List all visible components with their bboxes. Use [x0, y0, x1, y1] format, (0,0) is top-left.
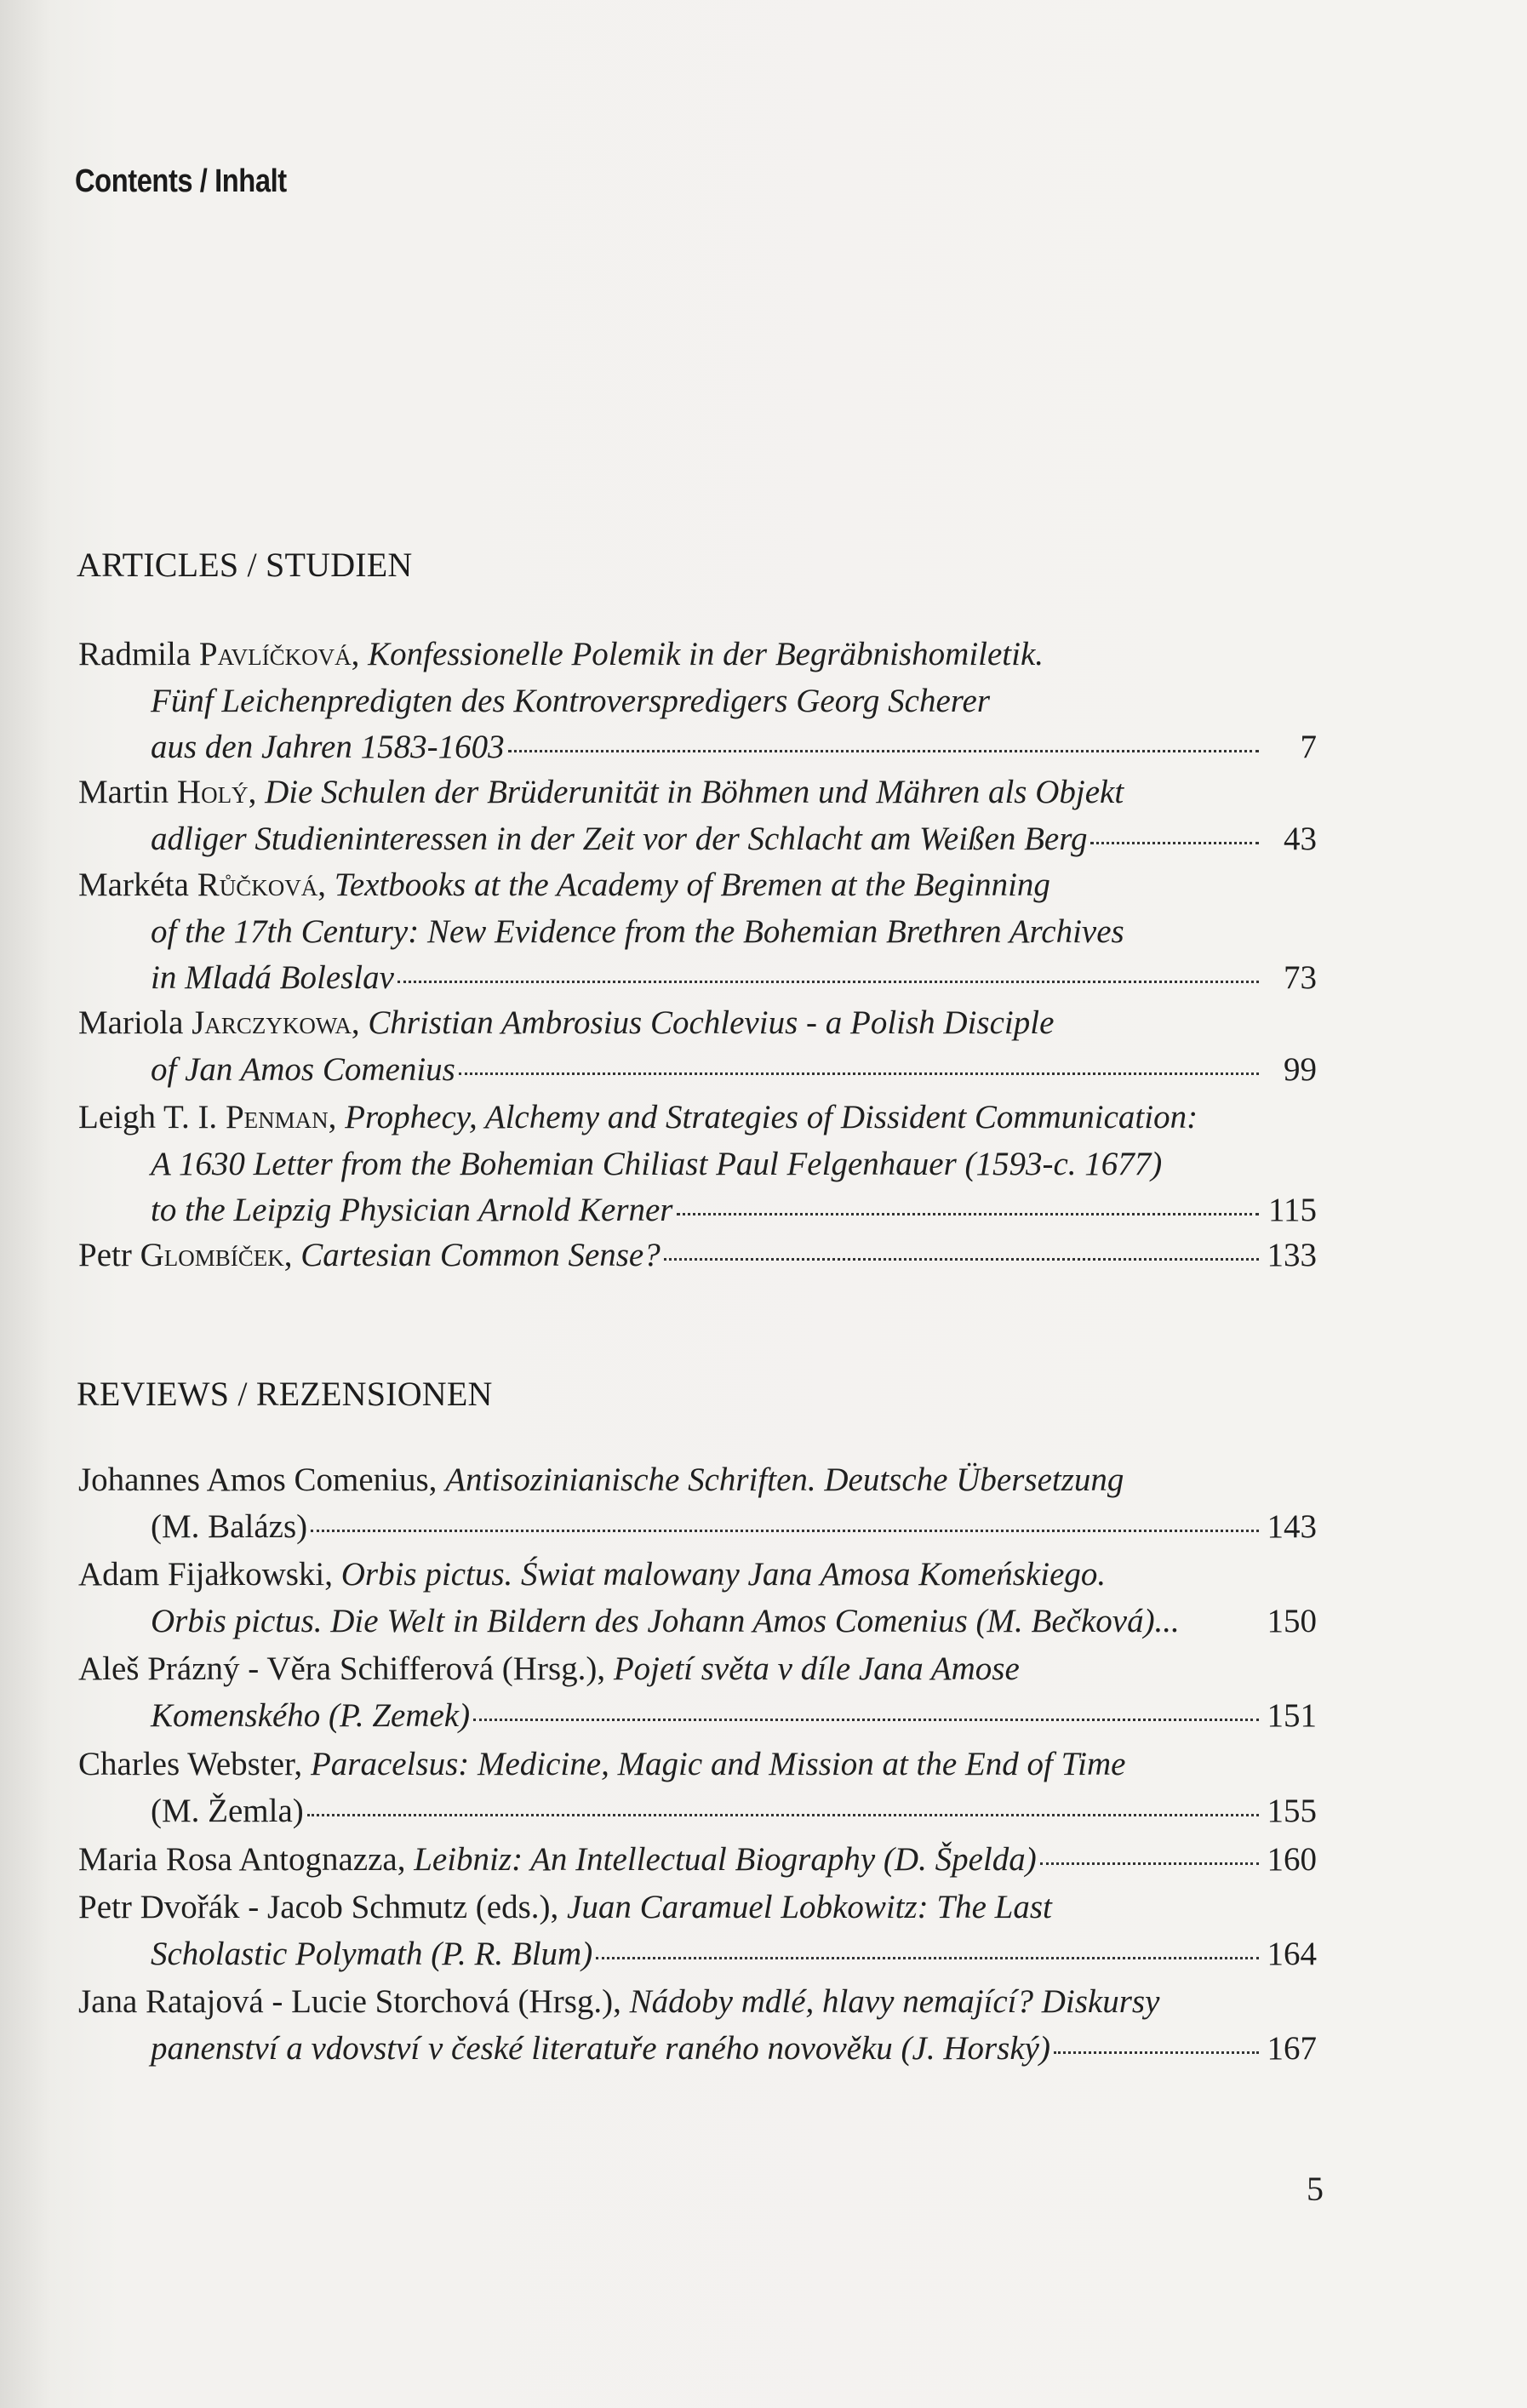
- entry-author: Martin: [78, 774, 177, 810]
- entry-page-number: 164: [1267, 1935, 1317, 1972]
- leader-dots: [473, 1719, 1258, 1721]
- entry-author: Mariola: [78, 1004, 192, 1041]
- entry-title-line: to the Leipzig Physician Arnold Kerner: [151, 1192, 673, 1228]
- leader-dots: [1054, 2051, 1259, 2054]
- entry-author: Markéta: [78, 867, 197, 903]
- toc-entry-review-fijalkowski: [78, 1552, 1317, 1644]
- toc-entry-glombicek: Petr Glombíček, Cartesian Common Sense? 133: [78, 1233, 1317, 1279]
- entry-title-line: in Mladá Boleslav: [151, 959, 394, 996]
- entry-title-line: Paracelsus: Medicine, Magic and Mission at the End of Time: [310, 1746, 1126, 1782]
- leader-dots: [508, 750, 1259, 752]
- entry-title-line: Orbis pictus. Die Welt in Bildern des Johann Amos Comenius (M. Bečková)...: [151, 1602, 1180, 1639]
- entry-author: Maria Rosa Antognazza,: [78, 1841, 415, 1878]
- entry-author-surname: Pavlíčková: [198, 636, 352, 672]
- toc-entry-review-ratajova: [78, 1979, 1317, 2072]
- leader-dots: [596, 1957, 1258, 1959]
- entry-author: Petr Dvořák - Jacob Schmutz (eds.),: [78, 1889, 568, 1925]
- leader-dots: [1040, 1862, 1259, 1865]
- entry-page-number: 150: [1267, 1602, 1317, 1639]
- entry-page-number: 99: [1284, 1050, 1317, 1088]
- leader-dots: [664, 1258, 1259, 1261]
- entry-title-line: Scholastic Polymath (P. R. Blum): [151, 1935, 593, 1972]
- entry-author-surname: Penman: [225, 1099, 329, 1135]
- toc-entry-holy: Martin Holý, Die Schulen der Brüderunität in Böhmen und Mähren als Objekt adliger Studieninteressen in der Zeit vor der Schlacht am Weißen Berg 43: [78, 769, 1317, 862]
- leader-dots: [459, 1072, 1259, 1075]
- entry-page-number: 73: [1284, 959, 1317, 996]
- entry-title-line: (M. Balázs): [151, 1507, 308, 1545]
- page-number: 5: [1307, 2170, 1324, 2208]
- entry-page-number: 43: [1284, 820, 1317, 857]
- entry-author-surname: Růčková: [197, 867, 318, 903]
- entry-title-line: of the 17th Century: New Evidence from the Bohemian Brethren Archives: [151, 912, 1124, 950]
- entry-title-line: Textbooks at the Academy of Bremen at the Beginning: [334, 867, 1050, 903]
- entry-page-number: 143: [1267, 1507, 1317, 1545]
- entry-author: Aleš Prázný - Věra Schifferová (Hrsg.),: [78, 1650, 614, 1687]
- leader-dots: [397, 981, 1259, 983]
- entry-author-surname: Jarczykowa: [192, 1004, 352, 1041]
- entry-author: Johannes Amos Comenius,: [78, 1461, 446, 1498]
- page-header: Contents / Inhalt: [75, 163, 287, 199]
- leader-dots: [311, 1530, 1258, 1532]
- entry-title-line: Christian Ambrosius Cochlevius - a Polish Disciple: [368, 1004, 1055, 1041]
- toc-entry-pavlickova: Radmila Pavlíčková, Konfessionelle Polemik in der Begräbnishomiletik. Fünf Leichenpredigten des Kontroverspredigers Georg Scherer aus den Jahren 1583-1603 7: [78, 632, 1317, 771]
- leader-dots: [307, 1814, 1259, 1816]
- entry-author: Charles Webster,: [78, 1746, 311, 1782]
- entry-title-line: Orbis pictus. Świat malowany Jana Amosa Komeńskiego.: [340, 1556, 1107, 1593]
- entry-page-number: 133: [1267, 1237, 1317, 1273]
- entry-author-surname: Holý: [176, 774, 249, 810]
- entry-title-line: of Jan Amos Comenius: [151, 1050, 455, 1088]
- entry-title-line: Pojetí světa v díle Jana Amose: [613, 1650, 1020, 1687]
- entry-title-line: A 1630 Letter from the Bohemian Chiliast Paul Felgenhauer (1593-c. 1677): [151, 1145, 1163, 1182]
- entry-page-number: 151: [1267, 1696, 1317, 1734]
- entry-title-line: Antisozinianische Schriften. Deutsche Übersetzung: [445, 1461, 1124, 1498]
- entry-title-line: Die Schulen der Brüderunität in Böhmen und Mähren als Objekt: [265, 774, 1124, 810]
- entry-author: Adam Fijałkowski,: [78, 1556, 341, 1593]
- entry-title-line: panenství a vdovství v české literatuře raného novověku (J. Horský): [151, 2029, 1050, 2067]
- leader-dots: [1090, 842, 1259, 844]
- entry-author: Radmila: [78, 636, 199, 672]
- toc-entry-ruckova: Markéta Růčková, Textbooks at the Academy of Bremen at the Beginning of the 17th Century: New Evidence from the Bohemian Brethren Archives in Mladá Boleslav 73: [78, 862, 1317, 1002]
- entry-author: Jana Ratajová - Lucie Storchová (Hrsg.),: [78, 1983, 630, 2020]
- entry-title-line: Nádoby mdlé, hlavy nemající? Diskursy: [629, 1983, 1160, 2020]
- entry-author: Petr: [78, 1237, 140, 1273]
- toc-entry-review-comenius: [78, 1457, 1317, 1550]
- toc-entry-penman: Leigh T. I. Penman, Prophecy, Alchemy and Strategies of Dissident Communication: A 1630 Letter from the Bohemian Chiliast Paul Felgenhauer (1593-c. 1677) to the Leipzig Physician Arnold Kerner 115: [78, 1095, 1317, 1234]
- toc-entry-review-prazny: [78, 1646, 1317, 1739]
- entry-title-line: Juan Caramuel Lobkowitz: The Last: [567, 1889, 1052, 1925]
- entry-title-line: Leibniz: An Intellectual Biography (D. Špelda): [414, 1841, 1037, 1878]
- reviews-heading: REVIEWS / REZENSIONEN: [77, 1375, 493, 1413]
- entry-page-number: 115: [1267, 1192, 1317, 1228]
- entry-page-number: 160: [1267, 1841, 1317, 1878]
- entry-title-line: Komenského (P. Zemek): [151, 1696, 471, 1734]
- entry-page-number: 167: [1267, 2029, 1317, 2067]
- toc-entry-review-dvorak: [78, 1885, 1317, 1977]
- leader-dots: [677, 1213, 1260, 1215]
- entry-author-surname: Glombíček: [140, 1237, 284, 1273]
- entry-author: Leigh T. I.: [78, 1099, 226, 1135]
- entry-page-number: 155: [1267, 1792, 1317, 1829]
- entry-page-number: 7: [1300, 729, 1317, 765]
- toc-entry-review-antognazza: [78, 1837, 1317, 1884]
- entry-title-line: adliger Studieninteressen in der Zeit vor der Schlacht am Weißen Berg: [151, 820, 1088, 857]
- entry-title-line: (M. Žemla): [151, 1792, 304, 1829]
- entry-title-line: Fünf Leichenpredigten des Kontroverspredigers Georg Scherer: [151, 682, 991, 719]
- entry-title-line: Cartesian Common Sense?: [300, 1237, 661, 1273]
- articles-heading: ARTICLES / STUDIEN: [77, 546, 413, 584]
- entry-title-line: Konfessionelle Polemik in der Begräbnishomiletik.: [368, 636, 1044, 672]
- entry-title-line: aus den Jahren 1583-1603: [151, 729, 505, 765]
- entry-title-line: Prophecy, Alchemy and Strategies of Dissident Communication:: [345, 1099, 1198, 1135]
- toc-entry-jarczykowa: Mariola Jarczykowa, Christian Ambrosius Cochlevius - a Polish Disciple of Jan Amos Comenius 99: [78, 1000, 1317, 1093]
- toc-entry-review-webster: [78, 1742, 1317, 1834]
